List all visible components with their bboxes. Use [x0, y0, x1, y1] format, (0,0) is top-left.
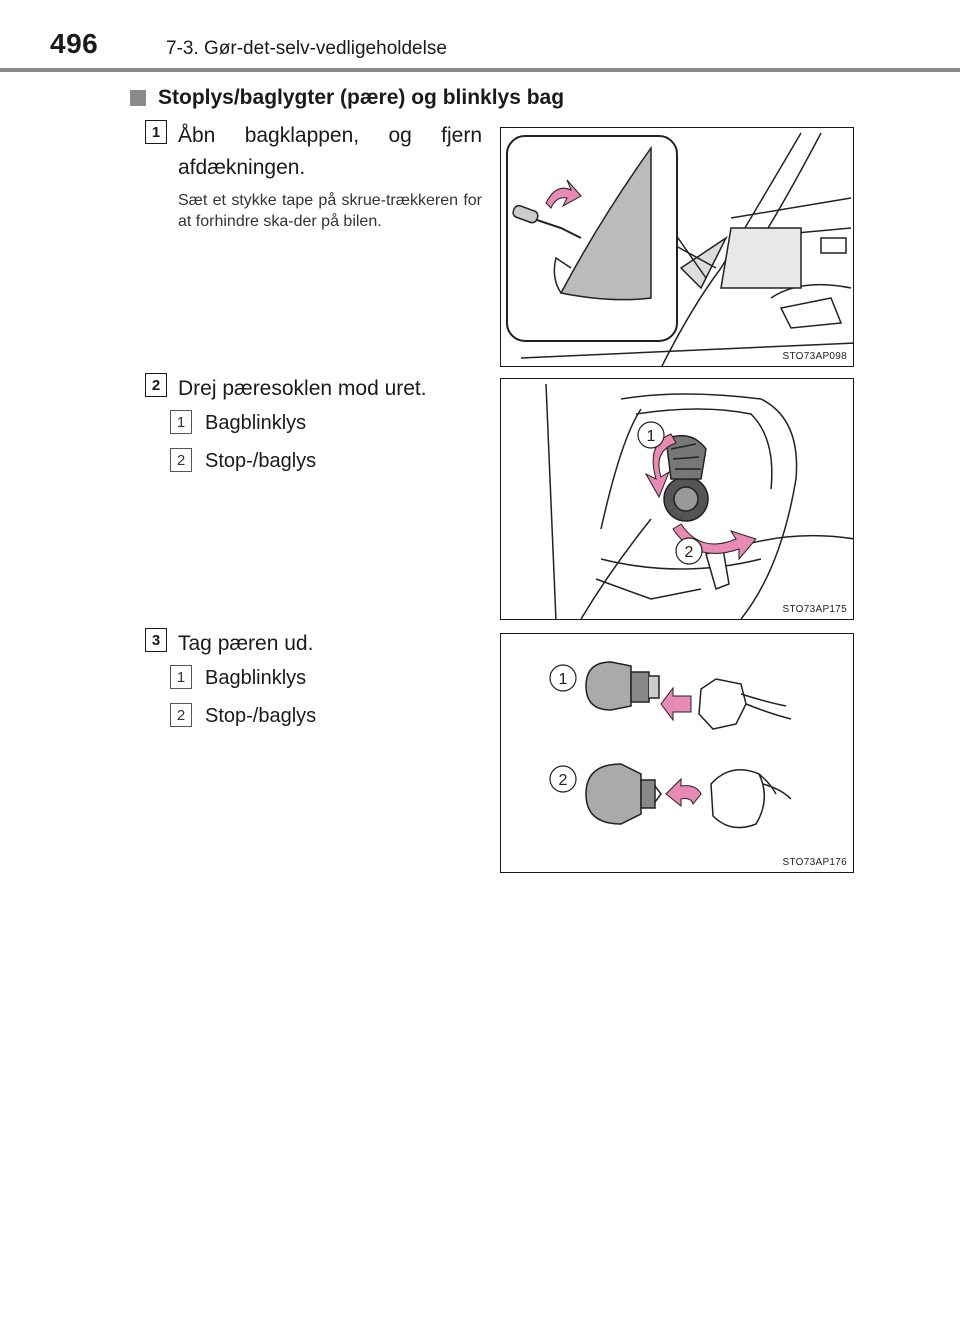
step-2-number: 2: [145, 373, 167, 397]
step-1-note: Sæt et stykke tape på skrue-trækkeren for at forhindre ska-der på bilen.: [178, 192, 482, 230]
callout-2: 2: [558, 772, 568, 789]
step-2-item-1-label: Bagblinklys: [205, 412, 307, 434]
figure-code: STO73AP176: [782, 857, 847, 868]
step-1-text-line2: afdækningen.: [178, 156, 306, 179]
callout-2: 2: [684, 544, 694, 561]
step-2-item-1-number: 1: [170, 410, 192, 434]
section-title-text: Stoplys/baglygter (pære) og blinklys bag: [158, 86, 565, 109]
step-3-item-1-number: 1: [170, 665, 192, 689]
step-1-text-line1: Åbn bagklappen, og fjern: [178, 124, 482, 147]
figure-code: STO73AP175: [782, 604, 847, 615]
figure-bulb-socket: [500, 378, 854, 620]
step-3-item-2-number: 2: [170, 703, 192, 727]
step-2-item-2-number: 2: [170, 448, 192, 472]
pull-arrow-1-icon: [661, 688, 691, 720]
step-2-item-2-label: Stop-/baglys: [205, 450, 317, 472]
bulb-socket-illustration: [501, 379, 854, 620]
step-3-text: Tag pæren ud.: [178, 632, 314, 655]
figure-code: STO73AP098: [782, 351, 847, 362]
section-marker-icon: [130, 90, 146, 106]
step-2-text: Drej pæresoklen mod uret.: [178, 377, 427, 400]
bulb-removal-illustration: [501, 634, 854, 873]
header-rule: [0, 68, 960, 72]
step-3-number: 3: [145, 628, 167, 652]
step-3-item-2-label: Stop-/baglys: [205, 705, 317, 727]
pull-arrow-2-icon: [666, 779, 701, 806]
figure-trunk-cover: [500, 127, 854, 367]
callout-1: 1: [558, 671, 568, 688]
page-number: 496: [50, 28, 99, 59]
chapter-title: 7-3. Gør-det-selv-vedligeholdelse: [166, 38, 447, 59]
figure-bulb-removal: [500, 633, 854, 873]
callout-1: 1: [646, 428, 656, 445]
section-title: [130, 86, 564, 110]
step-1-number: 1: [145, 120, 167, 144]
trunk-cover-illustration: [501, 128, 854, 367]
step-3-item-1-label: Bagblinklys: [205, 667, 307, 689]
